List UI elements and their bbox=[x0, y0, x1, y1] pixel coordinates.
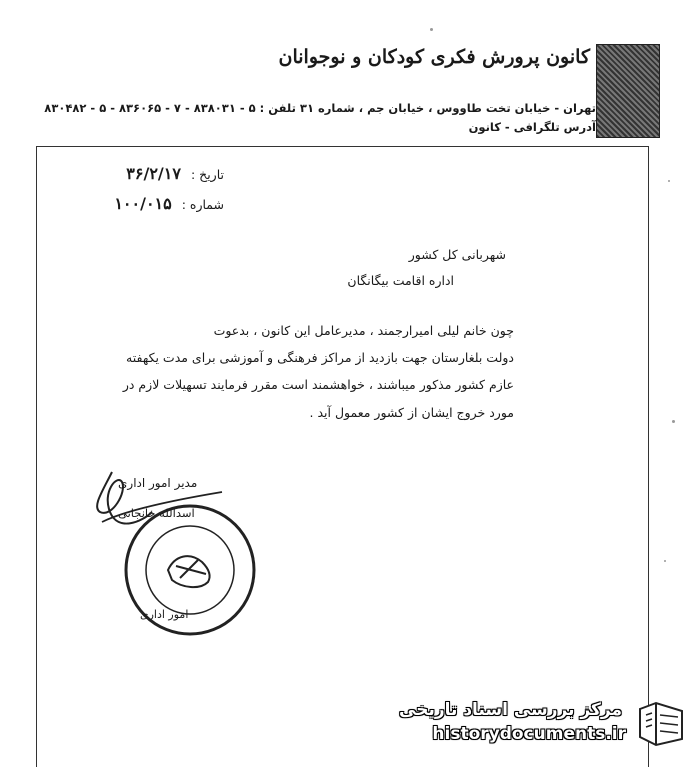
body-line-2: دولت بلغارستان جهت بازدید از مراکز فرهنگی و آموزشی برای مدت یکهفته bbox=[126, 350, 514, 365]
archive-logo-icon bbox=[634, 699, 688, 747]
letter-number bbox=[114, 194, 224, 213]
number-value: ۱۰۰/۰۱۵ bbox=[114, 194, 172, 213]
scan-speck bbox=[664, 560, 666, 562]
organization-name: کانون پرورش فکری کودکان و نوجوانان bbox=[278, 46, 590, 68]
number-label: شماره : bbox=[181, 197, 224, 212]
address-line: تهران - خیابان تخت طاووس ، خیابان جم ، شماره ۳۱ تلفن : ۵ - ۸۳۸۰۳۱ - ۷ - ۸۳۶۰۶۵ - ۵ - ۸۳۰۴۸۲ bbox=[44, 101, 596, 115]
stamp-text: امور اداری bbox=[140, 608, 189, 621]
recipient-line-2: اداره اقامت بیگانگان bbox=[347, 273, 454, 288]
scan-speck bbox=[430, 28, 433, 31]
scan-speck bbox=[668, 180, 670, 182]
date-value: ۳۶/۲/۱۷ bbox=[126, 164, 181, 183]
date-label: تاریخ : bbox=[190, 167, 224, 182]
letter-date bbox=[126, 164, 224, 183]
watermark-url: historydocuments.ir bbox=[432, 724, 626, 744]
body-line-4: مورد خروج ایشان از کشور معمول آید . bbox=[309, 405, 514, 420]
organization-logo bbox=[596, 44, 660, 138]
body-line-3: عازم کشور مذکور میباشند ، خواهشمند است مقرر فرمایند تسهیلات لازم در bbox=[122, 377, 514, 392]
body-line-1: چون خانم لیلی امیرارجمند ، مدیرعامل این کانون ، بدعوت bbox=[213, 323, 514, 338]
scan-speck bbox=[672, 420, 675, 423]
recipient-line-1: شهربانی کل کشور bbox=[408, 247, 506, 262]
telegraph-address: آدرس تلگرافی - کانون bbox=[468, 120, 596, 134]
signatory-name: اسدالله خانجانی bbox=[118, 506, 195, 520]
watermark-title: مرکز بررسی اسناد تاریخی bbox=[399, 700, 622, 720]
signatory-title: مدیر امور اداری bbox=[118, 476, 198, 490]
